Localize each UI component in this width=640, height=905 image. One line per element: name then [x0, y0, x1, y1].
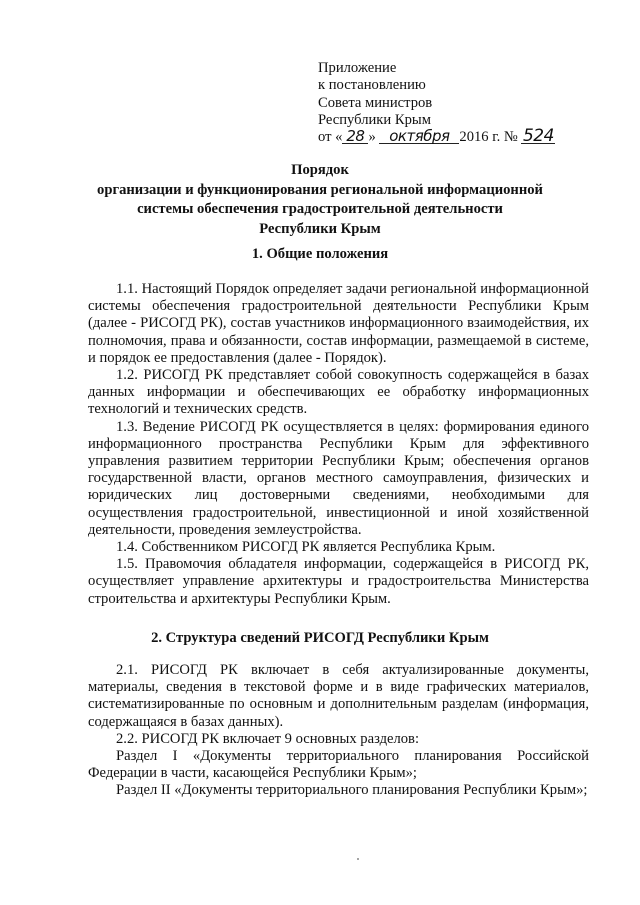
date-day-close: »: [368, 129, 376, 146]
appendix-line: Республики Крым: [318, 111, 431, 128]
paragraph: Раздел II «Документы территориального планирования Республики Крым»;: [116, 782, 588, 799]
section-1-heading: 1. Общие положения: [251, 246, 389, 262]
title-line: Порядок: [291, 162, 349, 178]
title-line: системы обеспечения градостроительной деятельности: [137, 201, 503, 217]
paragraph: Раздел I «Документы территориального планирования Российской Федерации в части, касающейся Республики Крым»;: [88, 748, 589, 782]
appendix-line: Совета министров: [318, 94, 433, 111]
title-line: организации и функционирования региональной информационной: [97, 181, 543, 198]
date-year: 2016 г. №: [459, 129, 518, 146]
title-line: Республики Крым: [259, 220, 381, 237]
paragraph: 1.1. Настоящий Порядок определяет задачи региональной информационной системы обеспечения градостроительной деятельности Республики Крым (далее - РИСОГД РК), состав участников информационного взаимодействия, их полномочия, права и обязанности, состав информации, размещаемой в системе, и порядок ее предоставления (далее - Порядок).: [88, 281, 589, 366]
paragraph: 1.4. Собственником РИСОГД РК является Республика Крым.: [116, 539, 496, 556]
handwritten-number: 524: [522, 126, 554, 147]
scan-speck: [357, 858, 359, 860]
section-2-heading: 2. Структура сведений РИСОГД Республики Крым: [151, 630, 489, 646]
appendix-block: [318, 60, 618, 146]
paragraph: 1.3. Ведение РИСОГД РК осуществляется в целях: формирования единого информационного пространства Республики Крым для эффективного управления развитием территории Республики Крым; обеспечения органов государственной власти, органов местного самоуправления, физических и юридических лиц достоверными сведениями, необходимыми для осуществления градостроительной, инвестиционной и иной хозяйственной деятельности, проведения землеустройства.: [88, 418, 589, 538]
paragraph: 2.1. РИСОГД РК включает в себя актуализированные документы, материалы, сведения в текстовой форме и в виде графических материалов, систематизированные по основным и дополнительным разделам (информация, содержащаяся в базах данных).: [88, 662, 589, 730]
appendix-line: Приложение: [318, 60, 397, 76]
appendix-line: к постановлению: [318, 77, 426, 94]
section-2-body: [88, 662, 589, 800]
document-title: [60, 161, 580, 239]
date-prefix: от «: [318, 129, 343, 146]
paragraph: 1.2. РИСОГД РК представляет собой совокупность содержащейся в базах данных информации и обеспечивающих ее обработку информационных технологий и технических средств.: [88, 367, 589, 418]
handwritten-day: 28: [342, 129, 368, 144]
handwritten-month: октября: [379, 129, 459, 144]
paragraph: 1.5. Правомочия обладателя информации, содержащейся в РИСОГД РК, осуществляет управление архитектуры и градостроительства Министерства строительства и архитектуры Республики Крым.: [88, 556, 589, 607]
paragraph: 2.2. РИСОГД РК включает 9 основных разделов:: [116, 730, 419, 747]
appendix-date-line: [318, 126, 618, 147]
section-1-body: [88, 281, 589, 608]
